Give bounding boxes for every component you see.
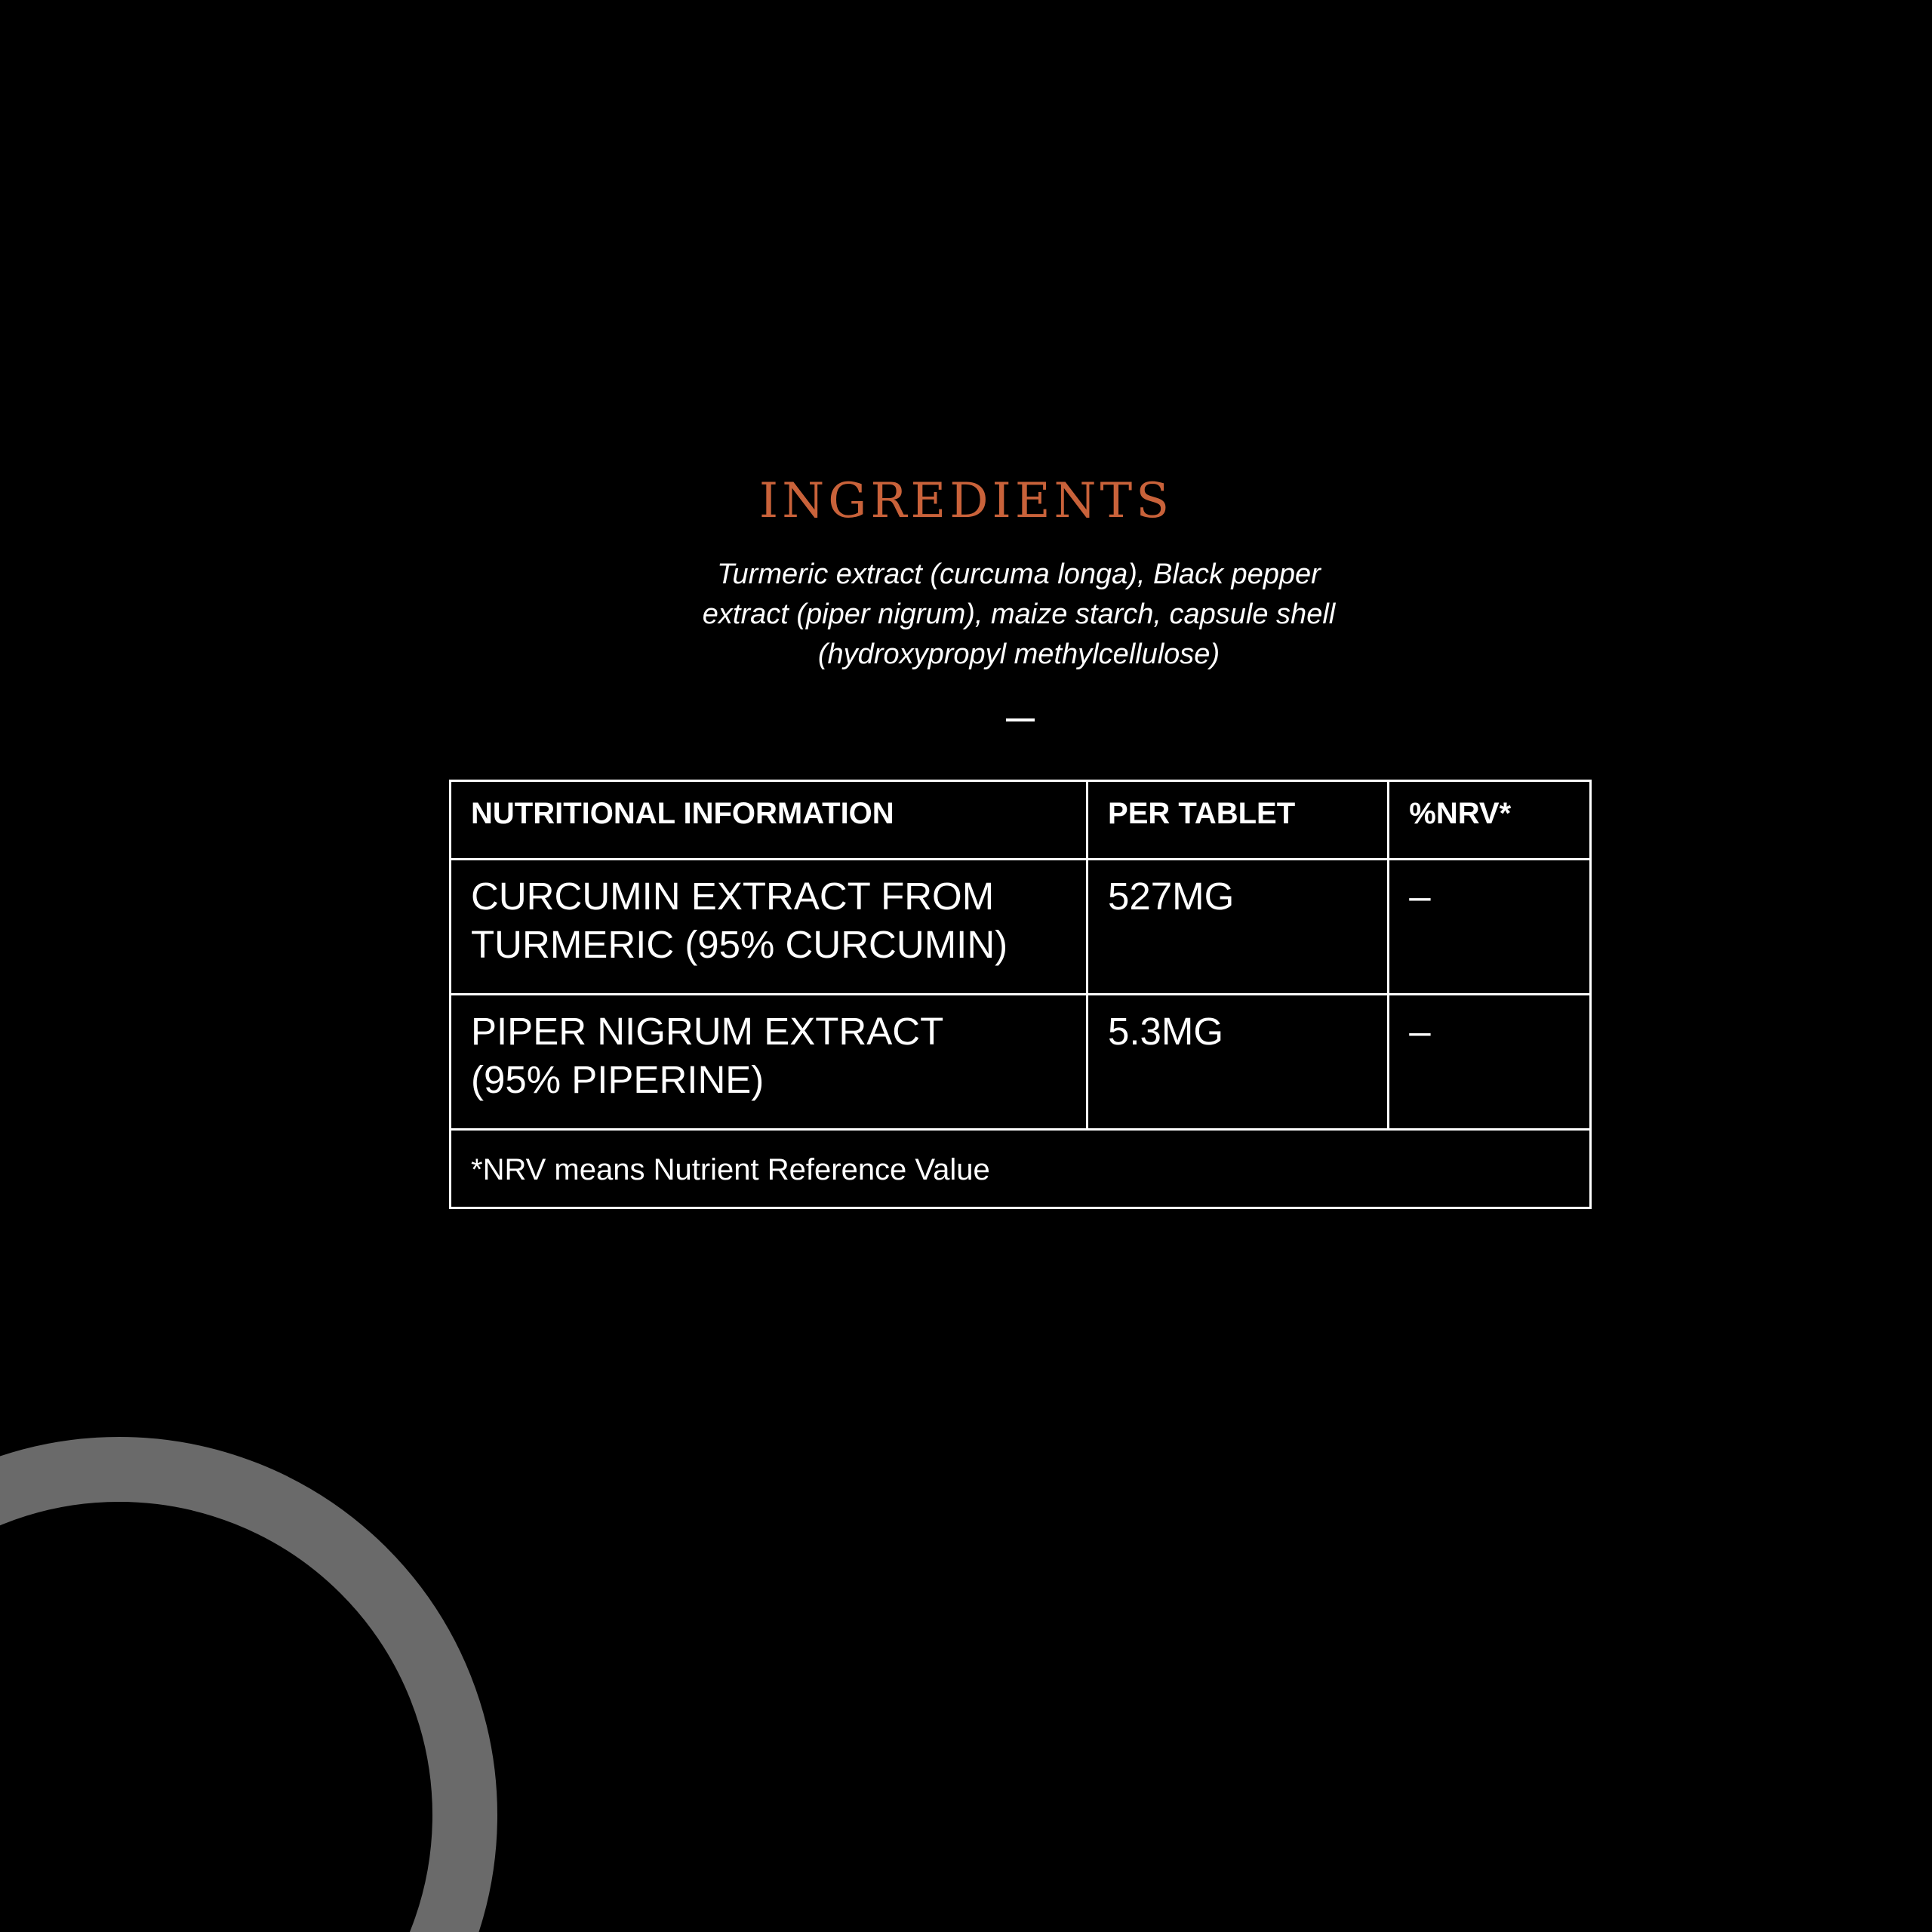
ingredients-title: INGREDIENTS — [758, 473, 1174, 529]
decorative-ring-arc — [0, 1469, 465, 1932]
table-footnote-row — [451, 1130, 1591, 1208]
header-nrv: %NRV* — [1389, 781, 1591, 860]
nrv-value: – — [1389, 995, 1591, 1130]
ingredients-line: (hydroxypropyl methylcellulose) — [817, 638, 1220, 670]
nutrient-name — [451, 995, 1088, 1130]
divider-dash — [1006, 718, 1035, 721]
ingredients-list — [649, 555, 1389, 675]
header-nutritional-information: NUTRITIONAL INFORMATION — [451, 781, 1088, 860]
header-per-tablet: PER TABLET — [1088, 781, 1389, 860]
table-row — [451, 995, 1591, 1130]
table-header-row — [451, 781, 1591, 860]
nutrient-name-line: (95% PIPERINE) — [471, 1058, 764, 1101]
table-row — [451, 860, 1591, 995]
ingredients-line: extract (piper nigrum), maize starch, capsule shell — [702, 598, 1336, 630]
ingredients-line: Turmeric extract (curcuma longa), Black pepper — [717, 558, 1321, 590]
nutrition-table — [449, 780, 1592, 1209]
per-tablet-value: 5.3MG — [1088, 995, 1389, 1130]
nrv-value: – — [1389, 860, 1591, 995]
nutrient-name — [451, 860, 1088, 995]
nutrient-name-line: PIPER NIGRUM EXTRACT — [471, 1010, 944, 1053]
nutrient-name-line: TURMERIC (95% CURCUMIN) — [471, 923, 1008, 966]
nrv-footnote: *NRV means Nutrient Reference Value — [451, 1130, 1591, 1208]
nutrient-name-line: CURCUMIN EXTRACT FROM — [471, 875, 995, 918]
per-tablet-value: 527MG — [1088, 860, 1389, 995]
